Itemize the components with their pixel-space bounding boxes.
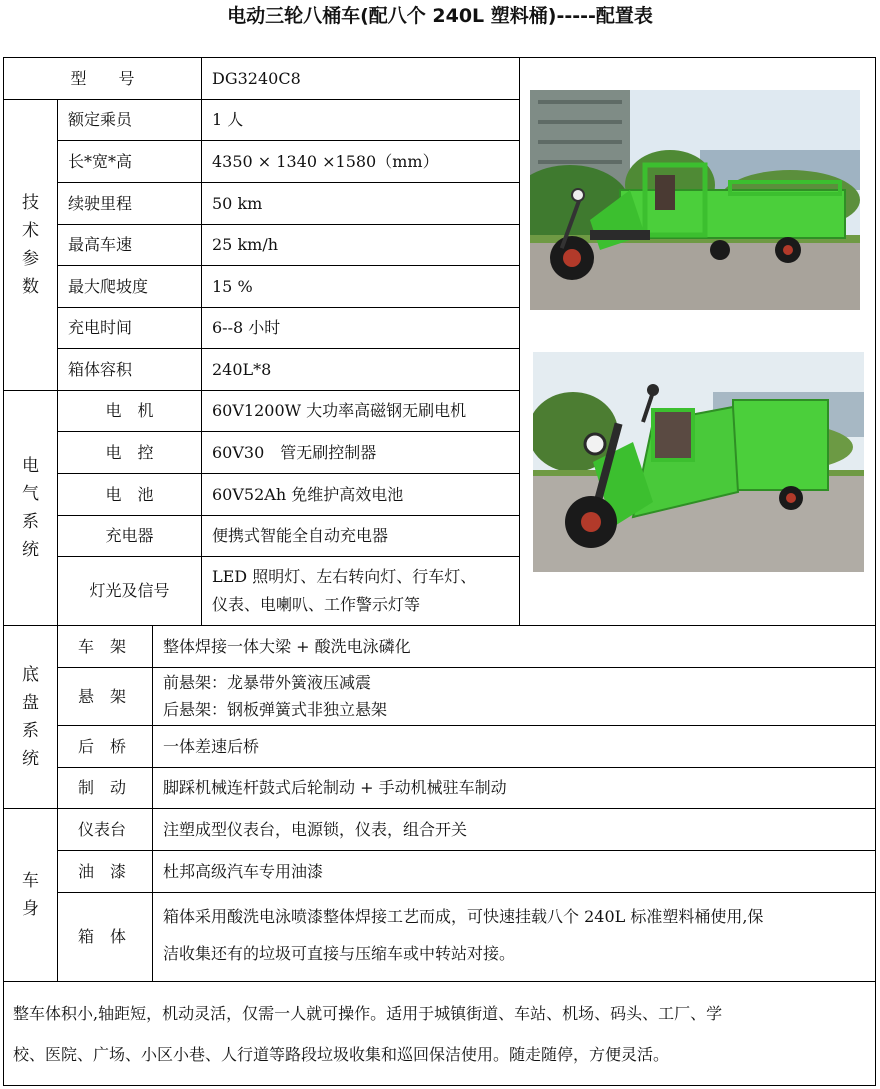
tech-value-range: 50 km xyxy=(212,193,263,213)
tech-value-dimensions: 4350 × 1340 ×1580（mm） xyxy=(212,151,439,171)
group-chassis: 底盘系统 xyxy=(22,665,39,769)
chassis-value-rear-axle: 一体差速后桥 xyxy=(163,736,260,756)
tech-label-dimensions: 长*宽*高 xyxy=(68,151,133,171)
body-label-paint: 油 漆 xyxy=(78,861,127,881)
electric-value-battery: 60V52Ah 免维护高效电池 xyxy=(212,484,404,504)
tech-value-climb: 15 % xyxy=(212,276,253,296)
group-electric: 电气系统 xyxy=(22,456,39,560)
chassis-label-brake: 制 动 xyxy=(78,778,127,797)
electric-label-controller: 电 控 xyxy=(105,442,154,462)
electric-value-charger: 便携式智能全自动充电器 xyxy=(212,526,389,545)
body-value-box: 箱体采用酸洗电泳喷漆整体焊接工艺而成，可快速挂载八个 240L 标准塑料桶使用,保 洁收集还有的垃圾可直接与压缩车或中转站对接。 xyxy=(163,907,764,963)
chassis-label-suspension: 悬 架 xyxy=(78,686,127,706)
body-label-box: 箱 体 xyxy=(78,927,127,946)
tech-label-box-volume: 箱体容积 xyxy=(68,359,133,379)
model-label: 型 号 xyxy=(70,68,135,88)
tech-value-charge-time: 6--8 小时 xyxy=(212,318,281,337)
model-value: DG3240C8 xyxy=(212,68,301,88)
body-value-paint: 杜邦高级汽车专用油漆 xyxy=(163,861,324,881)
tech-label-range: 续驶里程 xyxy=(68,193,133,213)
electric-label-battery: 电 池 xyxy=(105,484,154,504)
chassis-value-suspension: 前悬架：龙暴带外簧液压减震 后悬架：钢板弹簧式非独立悬架 xyxy=(163,673,388,719)
chassis-label-rear-axle: 后 桥 xyxy=(78,736,127,756)
electric-label-motor: 电 机 xyxy=(105,401,154,420)
electric-value-motor: 60V1200W 大功率高磁钢无刷电机 xyxy=(212,401,467,420)
tech-value-box-volume: 240L*8 xyxy=(212,359,272,379)
electric-label-lights: 灯光及信号 xyxy=(89,581,170,600)
vehicle-photo-front xyxy=(533,352,864,572)
page-title: 电动三轮八桶车(配八个 240L 塑料桶)-----配置表 xyxy=(227,5,653,27)
body-value-dashboard: 注塑成型仪表台，电源锁，仪表，组合开关 xyxy=(163,819,468,839)
tech-label-seats: 额定乘员 xyxy=(68,110,133,129)
group-body: 车身 xyxy=(22,871,39,919)
group-tech: 技术参数 xyxy=(22,193,39,297)
tech-label-charge-time: 充电时间 xyxy=(68,318,133,337)
tech-value-speed: 25 km/h xyxy=(212,235,279,254)
electric-value-lights: LED 照明灯、左右转向灯、行车灯、 仪表、电喇叭、工作警示灯等 xyxy=(212,567,477,614)
body-label-dashboard: 仪表台 xyxy=(78,819,127,839)
electric-label-charger: 充电器 xyxy=(105,526,154,545)
footer-description: 整车体积小,轴距短，机动灵活，仅需一人就可操作。适用于城镇街道、车站、机场、码头、工厂、学 校、医院、广场、小区小巷、人行道等路段垃圾收集和巡回保洁使用。随走随停，方便灵活。 xyxy=(13,1004,723,1064)
chassis-value-frame: 整体焊接一体大梁 + 酸洗电泳磷化 xyxy=(163,636,411,656)
tech-label-climb: 最大爬坡度 xyxy=(68,276,149,296)
tech-value-seats: 1 人 xyxy=(212,110,244,129)
electric-value-controller: 60V30 管无刷控制器 xyxy=(212,442,377,462)
vehicle-photo-side xyxy=(530,90,860,310)
chassis-label-frame: 车 架 xyxy=(78,636,127,656)
tech-label-speed: 最高车速 xyxy=(68,235,133,254)
chassis-value-brake: 脚踩机械连杆鼓式后轮制动 + 手动机械驻车制动 xyxy=(163,778,507,797)
